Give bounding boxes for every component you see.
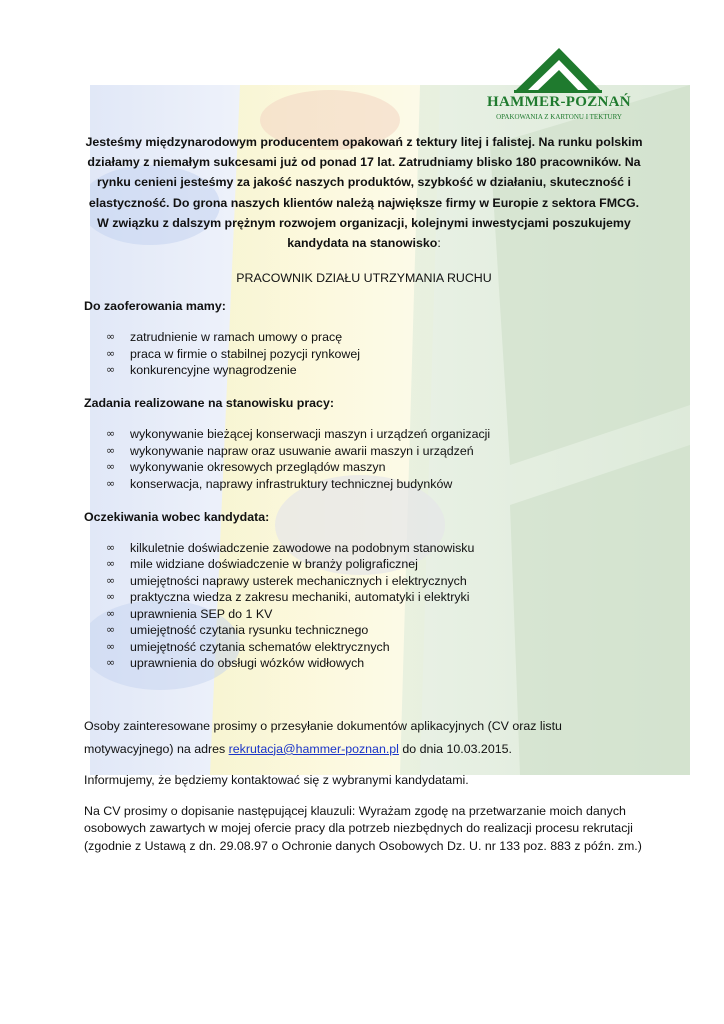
list-item-text: konserwacja, naprawy infrastruktury technicznej budynków [130,476,453,491]
recruitment-email-link[interactable]: rekrutacja@hammer-poznan.pl [228,741,399,756]
list-item-text: mile widziane doświadczenie w branży poligraficznej [130,557,418,572]
bullet-icon: ∞ [106,427,116,441]
list-item [84,573,644,589]
consent-clause: Na CV prosimy o dopisanie następującej klauzuli: Wyrażam zgodę na przetwarzanie moich danych osobowych zawartych w mojej ofercie pracy dla potrzeb niezbędnych do realizacji procesu rekrutacji (zgodnie z Ustawą z dn. 29.08.97 o Ochronie danych Osobowych Dz. U. nr 133 poz. 883 z późn. zm.) [84,803,642,853]
list-item [84,589,644,605]
application-line-2 [84,740,644,760]
position-title: PRACOWNIK DZIAŁU UTRZYMANIA RUCHU [236,271,492,286]
list-item-text: umiejętność czytania rysunku technicznego [130,623,369,638]
bullet-icon: ∞ [106,623,116,637]
list-item-text: umiejętność czytania schematów elektrycznych [130,639,390,654]
application-line-2-prefix: motywacyjnego) na adres [84,741,229,756]
offer-list [84,329,644,378]
application-line-1: Osoby zainteresowane prosimy o przesyłanie dokumentów aplikacyjnych (CV oraz listu [84,719,562,734]
company-logo [484,44,634,124]
list-item [84,362,644,378]
company-intro [84,132,644,253]
list-item-text: kilkuletnie doświadczenie zawodowe na podobnym stanowisku [130,541,475,556]
intro-colon: : [437,236,441,251]
bullet-icon: ∞ [106,346,116,360]
list-item-text: wykonywanie napraw oraz usuwanie awarii maszyn i urządzeń [130,443,474,458]
list-item [84,606,644,622]
job-offer-content [84,132,644,855]
bullet-icon: ∞ [106,443,116,457]
list-item [84,540,644,556]
list-item [84,639,644,655]
list-item [84,655,644,671]
tasks-list [84,426,644,492]
bullet-icon: ∞ [106,541,116,555]
list-item-text: uprawnienia SEP do 1 KV [130,606,273,621]
bullet-icon: ∞ [106,460,116,474]
bullet-icon: ∞ [106,330,116,344]
application-paragraph [84,717,644,759]
logo-roof-icon [484,44,634,94]
list-item-text: wykonywanie bieżącej konserwacji maszyn i urządzeń organizacji [130,427,491,442]
list-item [84,329,644,345]
bullet-icon: ∞ [106,590,116,604]
bullet-icon: ∞ [106,655,116,669]
list-item [84,426,644,442]
offer-section-title: Do zaoferowania mamy: [84,299,226,314]
list-item-text: konkurencyjne wynagrodzenie [130,363,297,378]
requirements-section-title: Oczekiwania wobec kandydata: [84,510,270,525]
bullet-icon: ∞ [106,606,116,620]
logo-tagline: OPAKOWANIA Z KARTONU I TEKTURY [496,113,622,121]
bullet-icon: ∞ [106,573,116,587]
list-item [84,556,644,572]
list-item-text: praktyczna wiedza z zakresu mechaniki, automatyki i elektryki [130,590,470,605]
list-item [84,443,644,459]
requirements-list [84,540,644,671]
list-item-text: wykonywanie okresowych przeglądów maszyn [130,460,386,475]
bullet-icon: ∞ [106,557,116,571]
application-line-2-suffix: do dnia 10.03.2015. [398,741,512,756]
bullet-icon: ∞ [106,639,116,653]
tasks-section-title: Zadania realizowane na stanowisku pracy: [84,396,334,411]
bullet-icon: ∞ [106,363,116,377]
list-item [84,622,644,638]
list-item-text: uprawnienia do obsługi wózków widłowych [130,655,365,670]
intro-text: Jesteśmy międzynarodowym producentem opakowań z tektury litej i falistej. Na runku polskim działamy z niemałym sukcesami już od ponad 17 lat. Zatrudniamy blisko 180 pracowników. Na rynku cenieni jesteśmy za jakość naszych produktów, szybkość w działaniu, skuteczność i elastyczność. Do grona naszych klientów należą największe firmy w Europie z sektora FMCG. W związku z dalszym prężnym rozwojem organizacji, kolejnymi inwestycjami poszukujemy kandydata na stanowisko [85,135,643,251]
logo-name: HAMMER-POZNAŃ [487,94,631,110]
list-item-text: zatrudnienie w ramach umowy o pracę [130,330,343,345]
list-item [84,346,644,362]
bullet-icon: ∞ [106,476,116,490]
list-item-text: praca w firmie o stabilnej pozycji rynkowej [130,346,361,361]
list-item-text: umiejętności naprawy usterek mechanicznych i elektrycznych [130,573,467,588]
contact-info: Informujemy, że będziemy kontaktować się z wybranymi kandydatami. [84,773,469,788]
list-item [84,459,644,475]
list-item [84,476,644,492]
